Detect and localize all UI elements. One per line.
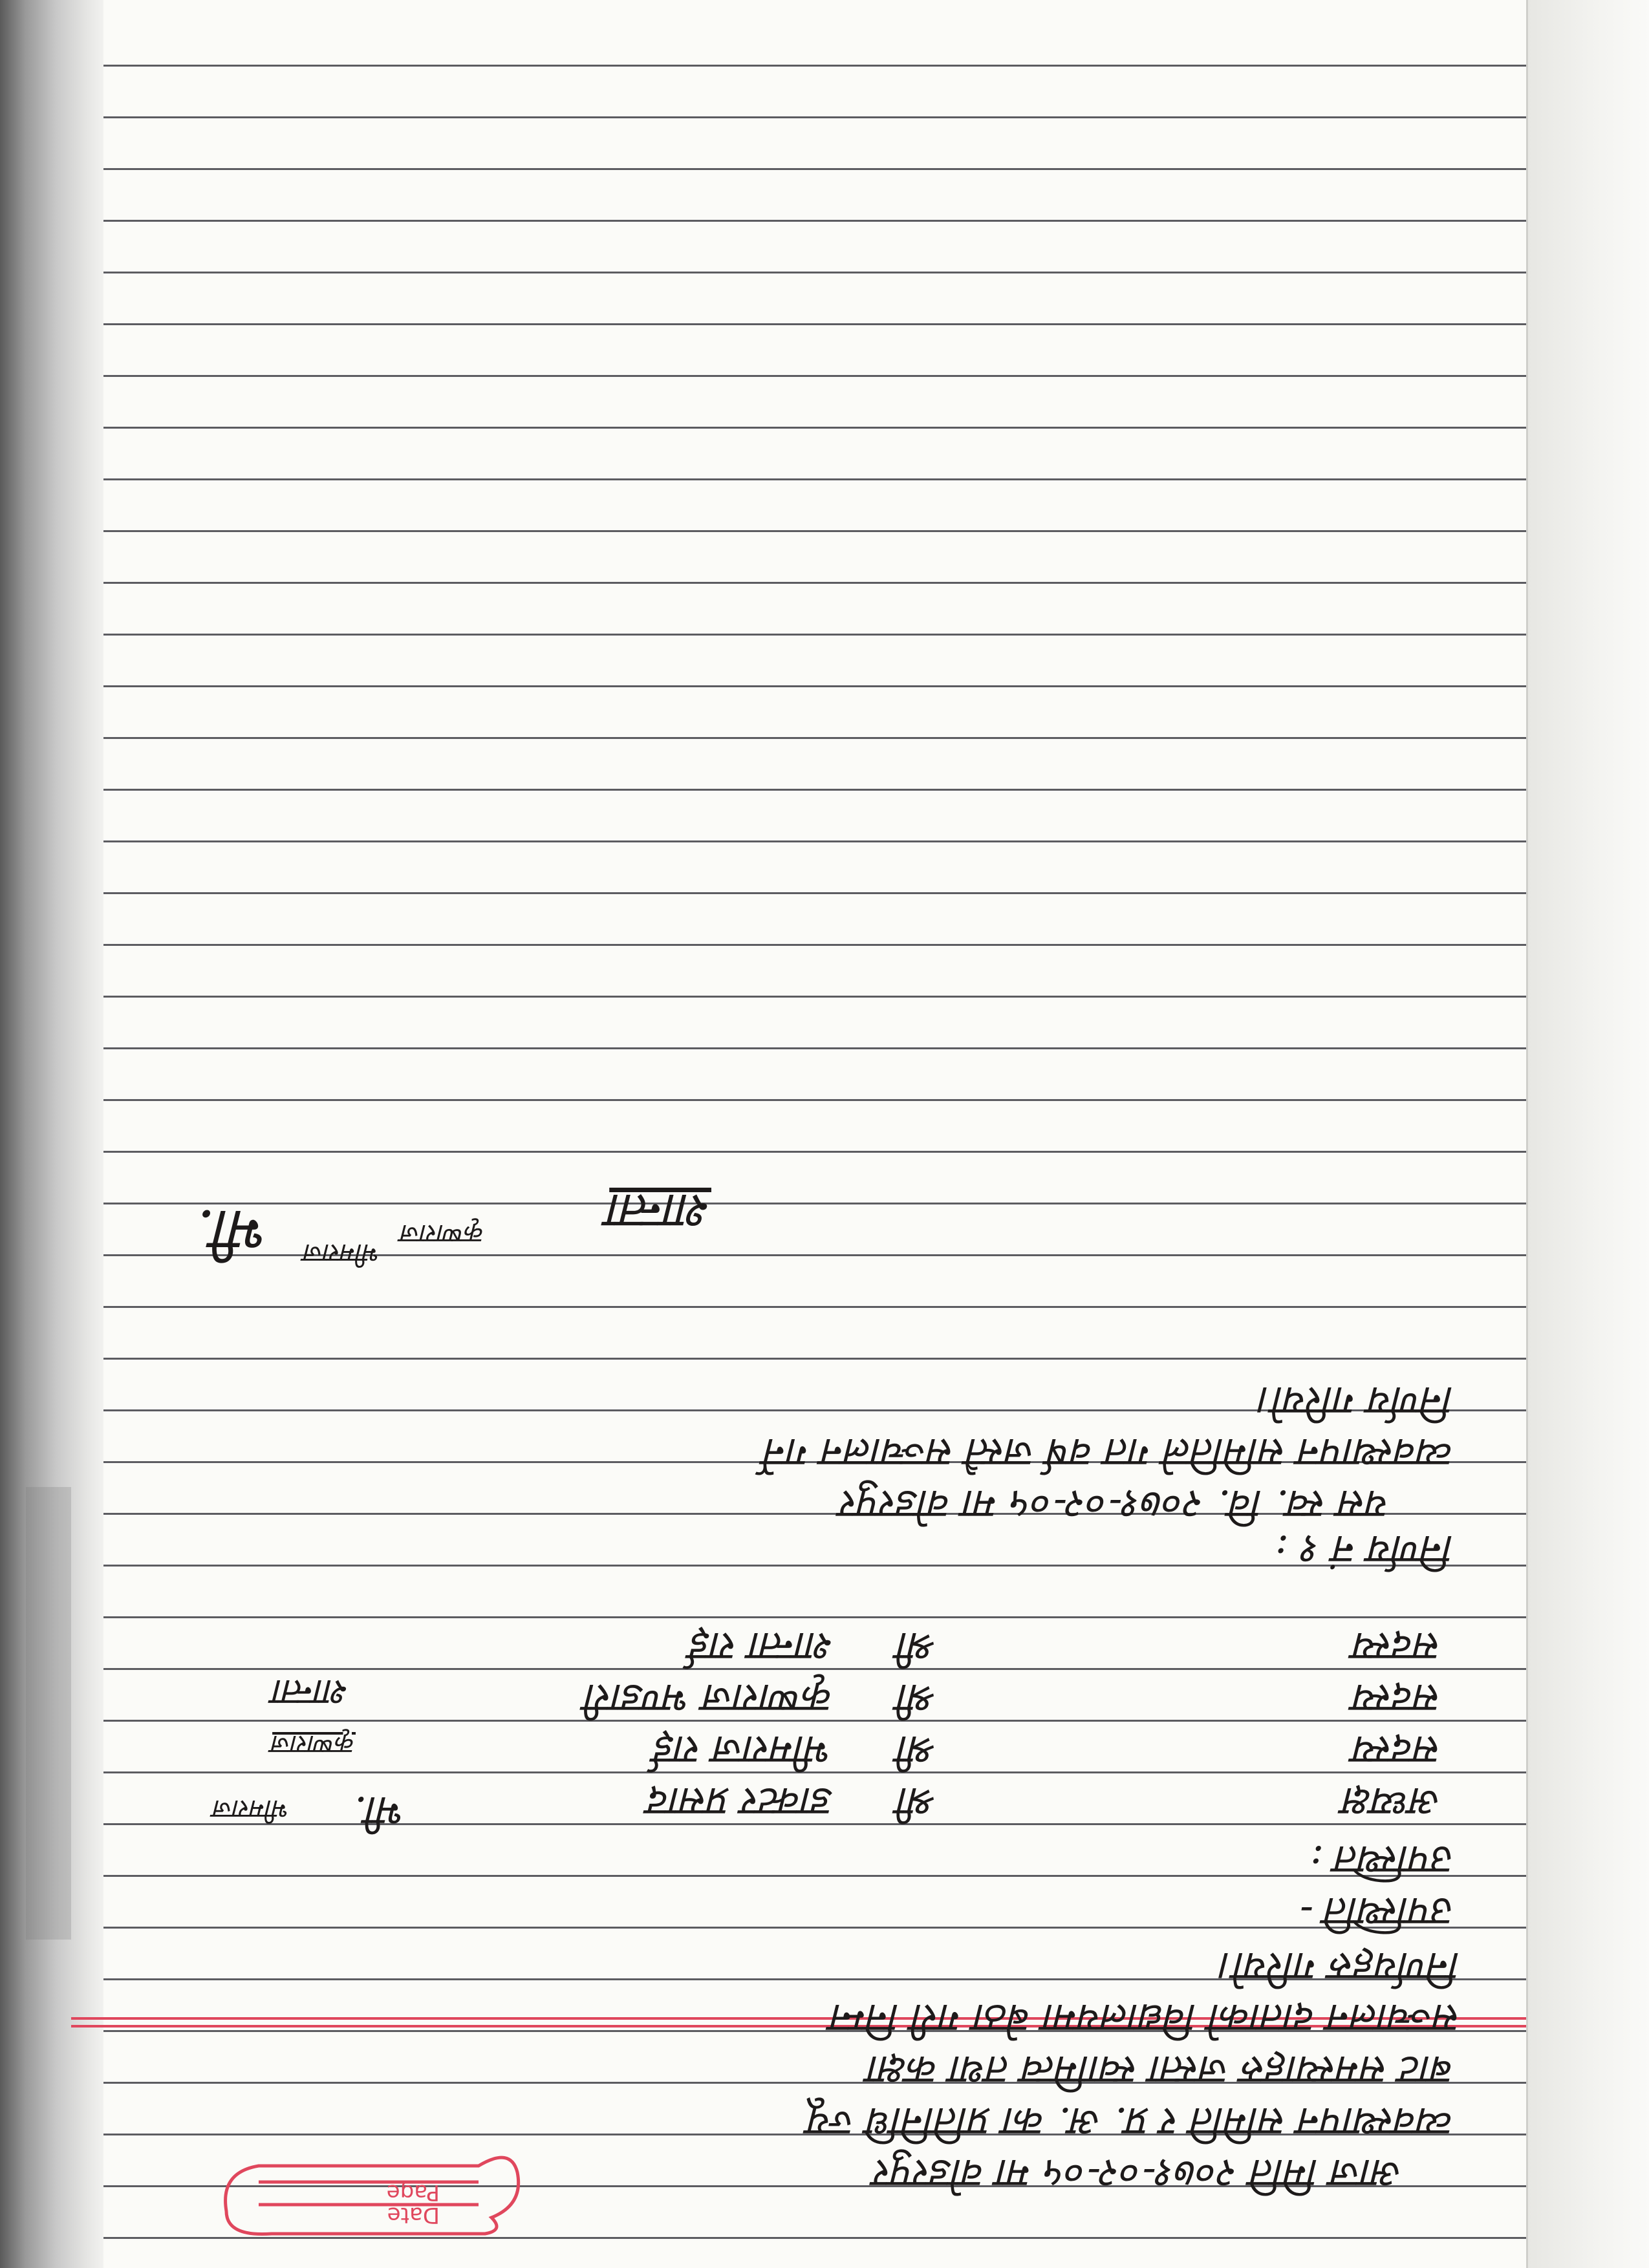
attendee-3-role: सदस्य (1355, 1675, 1442, 1722)
attendee-4-role: सदस्य (1355, 1623, 1442, 1671)
attendee-3-prefix: श्री (899, 1675, 938, 1722)
decision-heading: निर्णय नं १ : (1275, 1526, 1455, 1574)
attendee-signature-4: शान्ता (274, 1671, 349, 1713)
paragraph1-line-3: बाट समस्याहरु जस्ता स्वामित्व तथा कक्षा (869, 2047, 1455, 2094)
attendance-heading: उपस्थिति - (1300, 1888, 1455, 1936)
attendee-signature-1: भी. (354, 1787, 407, 1835)
closing-signature-4: शान्ता (609, 1183, 711, 1241)
closing-signature-3: कृष्णराज (402, 1219, 485, 1248)
closing-signature-2: भीमराज (305, 1238, 382, 1268)
closing-signature-1: भी. (197, 1197, 272, 1265)
attendee-3-name: कृष्णराज भण्डारी (586, 1675, 834, 1722)
attendee-2-role: सदस्य (1355, 1727, 1442, 1774)
stamp-page-label: Page (386, 2179, 440, 2205)
paragraph1-line-1: आज मिति २०७१-०२-०५ मा वोडरपुर (876, 2150, 1403, 2198)
attendee-2-name: भीमराज राई (656, 1727, 834, 1774)
attendee-1-name: डाक्टर प्रसाद (649, 1779, 834, 1826)
attendee-1-role: अध्यक्ष (1344, 1779, 1442, 1826)
attendee-1-prefix: श्री (899, 1779, 938, 1826)
paragraph1-line-2: व्यवस्थापन समिति र प्र. अ. का प्रतिनिधि ज्यू (809, 2099, 1455, 2146)
attendee-signature-3: कृष्णराज (272, 1729, 356, 1759)
paragraph2-line-2: व्यवस्थापन समितिले गत वर्ष जस्तै सञ्चालन गर्ने (766, 1429, 1455, 1477)
stamp-date-label: Date (387, 2202, 440, 2228)
attendee-4-name: शान्ता राई (691, 1623, 834, 1671)
attendee-2-prefix: श्री (899, 1727, 938, 1774)
attendee-4-prefix: श्री (899, 1623, 938, 1671)
paragraph1-line-4: सञ्चालन दाताको विद्यालयमा बेठा गरी निम्न (832, 1995, 1461, 2042)
paragraph2-line-1: यस स्व. वि. २०७१-०२-०५ मा वोडरपुर (842, 1481, 1390, 1528)
paragraph2-line-3: निर्णय गरियो। (1259, 1378, 1455, 1425)
attendance-subheading: उपस्थित : (1310, 1837, 1455, 1884)
attendee-signature-2: भीमराज (214, 1794, 291, 1824)
paragraph1-line-5: निर्णयहरु गरियो। (1220, 1943, 1461, 1991)
